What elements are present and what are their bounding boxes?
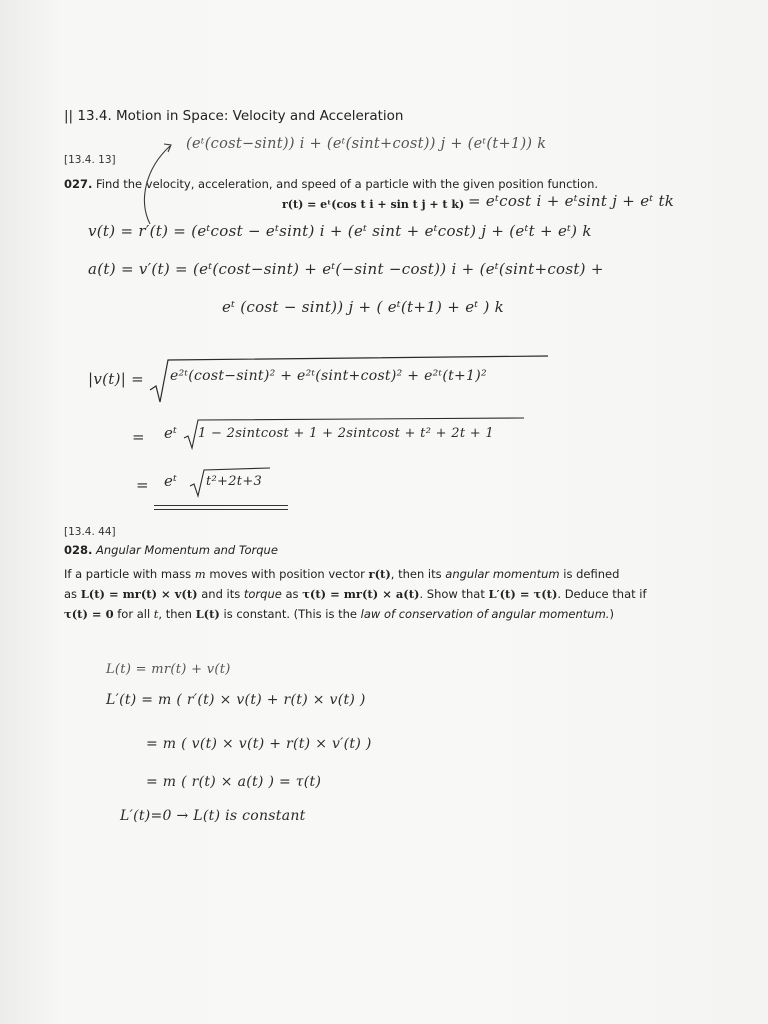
p28-l3-mid3: is constant. (This is the <box>219 607 361 621</box>
p28-l1-pre: If a particle with mass <box>64 567 195 581</box>
p28-l1-m: m <box>194 567 206 581</box>
p28-l3-t: t <box>153 607 159 621</box>
p28-l2-mid2: as <box>281 587 303 601</box>
p28-l1-mid2: , then its <box>390 567 446 581</box>
p28-l3-tau0: τ(t) = 0 <box>64 607 114 621</box>
p28-l2-mid: and its <box>197 587 244 601</box>
p28-l3-mid: for all <box>113 607 154 621</box>
p28-l1-post: is defined <box>559 567 620 581</box>
hw-speed-step3-factor: eᵗ <box>164 472 178 490</box>
hw-speed-step2-factor: eᵗ <box>164 424 178 442</box>
p28-l3-L: L(t) <box>195 607 220 621</box>
hw-speed-radicand: e²ᵗ(cost−sint)² + e²ᵗ(sint+cost)² + e²ᵗ(t+1)² <box>170 368 487 384</box>
p28-l2-post: . Deduce that if <box>557 587 647 601</box>
hw-expanded-position: = eᵗcost i + eᵗsint j + eᵗ tk <box>468 192 675 210</box>
hw-speed-step3-eq: = <box>136 476 149 494</box>
p28-l2-mid3: . Show that <box>419 587 489 601</box>
p28-l2-tau: τ(t) = mr(t) × a(t) <box>302 587 420 601</box>
p28-l3-law: law of conservation of angular momentum. <box>360 607 610 621</box>
p28-l1-mid: moves with position vector <box>205 567 369 581</box>
p28-l2-show: L′(t) = τ(t) <box>488 587 558 601</box>
p28-l2-L: L(t) = mr(t) × v(t) <box>80 587 198 601</box>
hw-speed-step3-radicand: t²+2t+3 <box>206 474 263 489</box>
problem-27-text: Find the velocity, acceleration, and speed of a particle with the given position function. <box>96 177 599 191</box>
hw-acceleration-line2: eᵗ (cost − sint)) j + ( eᵗ(t+1) + eᵗ ) k <box>222 298 505 316</box>
p28-l3-mid2: , then <box>158 607 196 621</box>
p28-l2-torque: torque <box>243 587 282 601</box>
hw-28-line1: L(t) = mr(t) + v(t) <box>106 662 231 677</box>
hw-derivative-note: (eᵗ(cost−sint)) i + (eᵗ(sint+cost)) j + (eᵗ(t+1)) k <box>186 136 547 152</box>
p28-l3-post: ) <box>609 607 614 621</box>
section-title: || 13.4. Motion in Space: Velocity and Acceleration <box>64 108 404 124</box>
hw-speed-step2-eq: = <box>132 428 145 446</box>
hw-28-line5: L′(t)=0 → L(t) is constant <box>120 808 306 824</box>
hw-28-line2: L′(t) = m ( r′(t) × v(t) + r(t) × v(t) ) <box>106 692 366 708</box>
problem-27-number: 027. <box>64 177 93 191</box>
hw-speed-lhs: |v(t)| = <box>88 370 145 388</box>
problem-28-number: 028. <box>64 543 93 557</box>
hw-acceleration-line1: a(t) = v′(t) = (eᵗ(cost−sint) + eᵗ(−sint −cost)) i + (eᵗ(sint+cost) + <box>88 260 604 278</box>
problem-28-title: Angular Momentum and Torque <box>96 543 278 557</box>
problem-27-formula: r(t) = eᵗ(cos t i + sin t j + t k) <box>282 198 465 211</box>
radical-sign-step3-icon <box>190 468 270 496</box>
p28-l1-am: angular momentum <box>445 567 560 581</box>
problem-27-ref: [13.4. 13] <box>64 154 116 166</box>
hw-velocity: v(t) = r′(t) = (eᵗcost − eᵗsint) i + (eᵗ sint + eᵗcost) j + (eᵗt + eᵗ) k <box>88 222 592 240</box>
radical-sign-step2-icon <box>184 418 524 448</box>
p28-l1-rt: r(t) <box>368 567 391 581</box>
p28-l2-pre: as <box>64 587 81 601</box>
hw-speed-step2-radicand: 1 − 2sintcost + 1 + 2sintcost + t² + 2t + 1 <box>198 426 494 441</box>
radical-sign-icon <box>150 356 548 402</box>
problem-28-ref: [13.4. 44] <box>64 526 116 538</box>
hw-28-line3: = m ( v(t) × v(t) + r(t) × v′(t) ) <box>146 736 372 752</box>
hw-28-line4: = m ( r(t) × a(t) ) = τ(t) <box>146 774 322 790</box>
annotation-arrow-icon <box>144 144 171 224</box>
